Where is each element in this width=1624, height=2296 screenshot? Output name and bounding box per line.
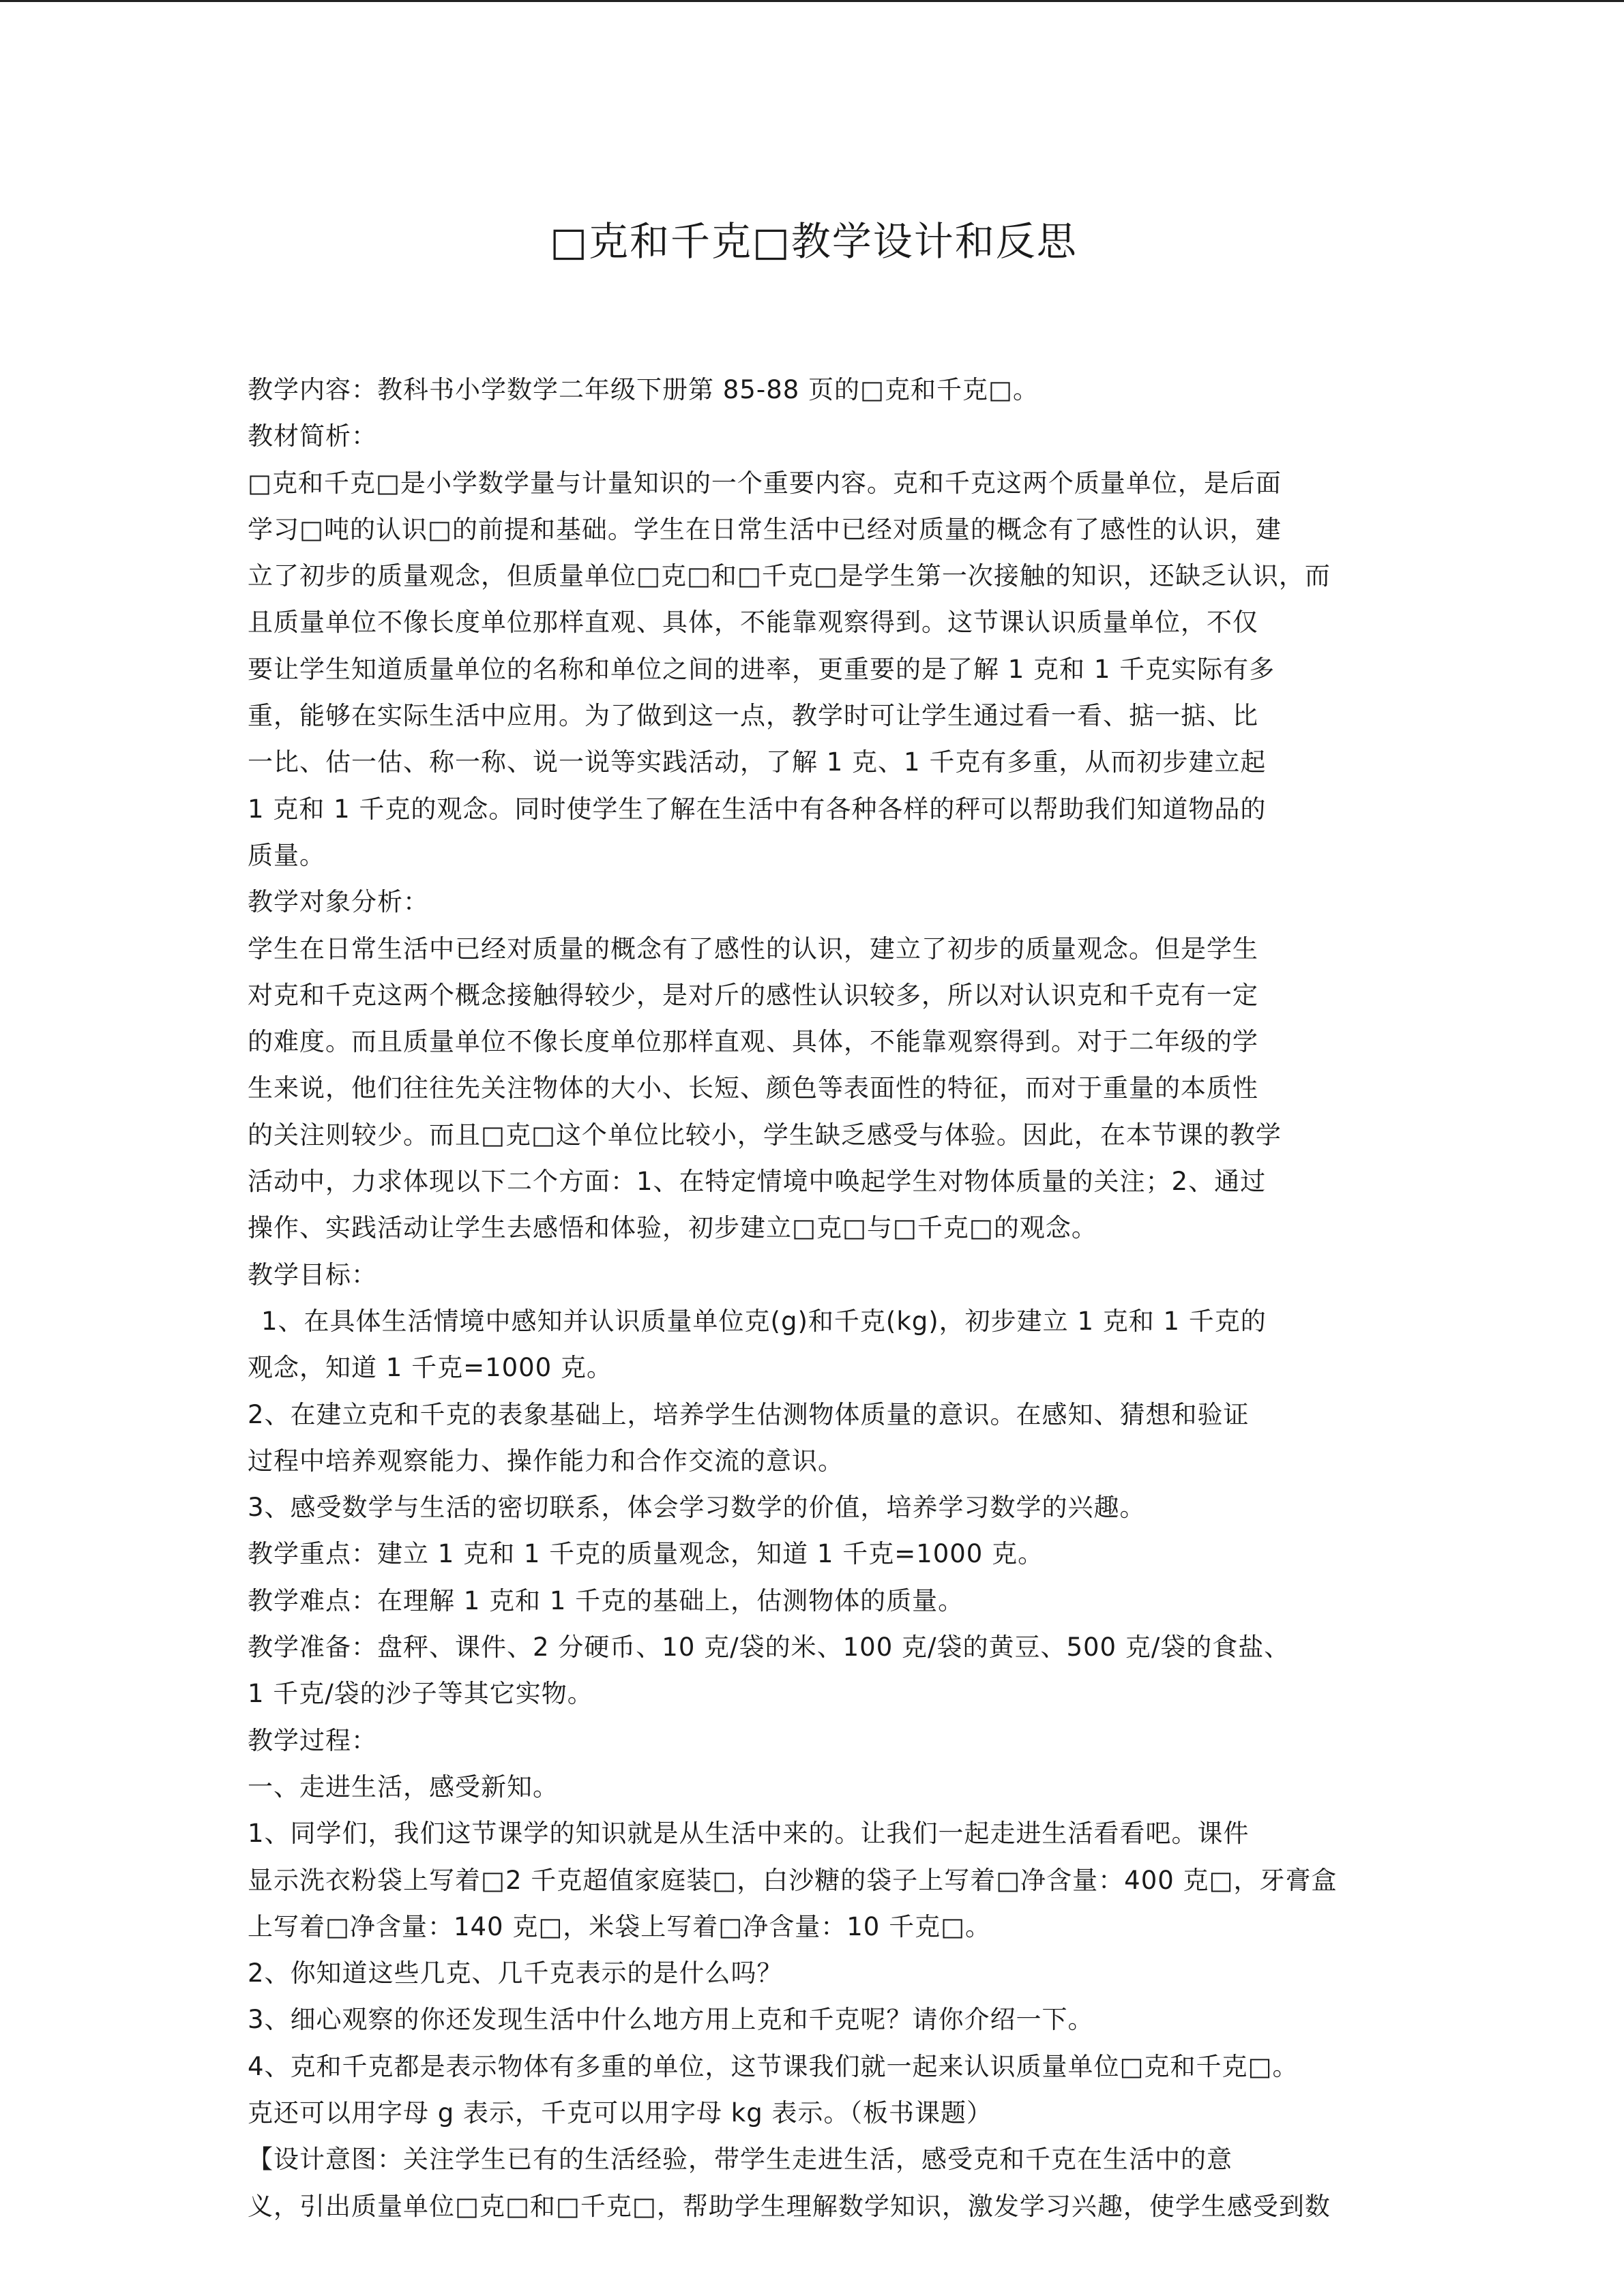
paragraph-line: 1、在具体生活情境中感知并认识质量单位克(g)和千克(kg)，初步建立 1 克和 1 千克的 — [261, 1306, 1267, 1336]
paragraph-line: 上写着□净含量：140 克□，米袋上写着□净含量：10 千克□。 — [248, 1911, 992, 1941]
paragraph-line: 1 克和 1 千克的观念。同时使学生了解在生活中有各种各样的秤可以帮助我们知道物品的 — [248, 794, 1267, 824]
paragraph-line: 学习□吨的认识□的前提和基础。学生在日常生活中已经对质量的概念有了感性的认识，建 — [248, 514, 1282, 544]
paragraph-line: 且质量单位不像长度单位那样直观、具体，不能靠观察得到。这节课认识质量单位，不仅 — [248, 608, 1258, 638]
paragraph-line: 2、在建立克和千克的表象基础上，培养学生估测物体质量的意识。在感知、猜想和验证 — [248, 1399, 1250, 1429]
paragraph-line: 立了初步的质量观念，但质量单位□克□和□千克□是学生第一次接触的知识，还缺乏认识，而 — [248, 561, 1331, 591]
paragraph-line: 的难度。而且质量单位不像长度单位那样直观、具体，不能靠观察得到。对于二年级的学 — [248, 1027, 1258, 1057]
paragraph-line: 要让学生知道质量单位的名称和单位之间的进率，更重要的是了解 1 克和 1 千克实际有多 — [248, 654, 1275, 684]
paragraph-line: 2、你知道这些几克、几千克表示的是什么吗？ — [248, 1958, 783, 1988]
paragraph-line: 4、克和千克都是表示物体有多重的单位，这节课我们就一起来认识质量单位□克和千克□。 — [248, 2051, 1299, 2081]
paragraph-line: 【设计意图：关注学生已有的生活经验，带学生走进生活，感受克和千克在生活中的意 — [248, 2145, 1232, 2175]
paragraph-line: 观念，知道 1 千克=1000 克。 — [248, 1353, 612, 1383]
section-heading: 教学目标： — [248, 1259, 377, 1289]
paragraph-line: 教学内容：教科书小学数学二年级下册第 85-88 页的□克和千克□。 — [248, 375, 1039, 404]
paragraph-line: 过程中培养观察能力、操作能力和合作交流的意识。 — [248, 1446, 844, 1476]
paragraph-line: 教学难点：在理解 1 克和 1 千克的基础上，估测物体的质量。 — [248, 1585, 964, 1615]
paragraph-line: 生来说，他们往往先关注物体的大小、长短、颜色等表面性的特征，而对于重量的本质性 — [248, 1073, 1258, 1103]
paragraph-line: 重，能够在实际生活中应用。为了做到这一点，教学时可让学生通过看一看、掂一掂、比 — [248, 701, 1258, 731]
document-body — [248, 367, 1380, 2230]
paragraph-line: 对克和千克这两个概念接触得较少，是对斤的感性认识较多，所以对认识克和千克有一定 — [248, 980, 1258, 1010]
paragraph-line: 3、细心观察的你还发现生活中什么地方用上克和千克呢？请你介绍一下。 — [248, 2005, 1094, 2035]
paragraph-line: 义，引出质量单位□克□和□千克□，帮助学生理解数学知识，激发学习兴趣，使学生感受到数 — [248, 2191, 1331, 2221]
paragraph-line: 教学准备：盘秤、课件、2 分硬币、10 克/袋的米、100 克/袋的黄豆、500 克/袋的食盐、 — [248, 1632, 1290, 1663]
paragraph-line: 克还可以用字母 g 表示，千克可以用字母 kg 表示。（板书课题） — [248, 2098, 992, 2128]
document-title: □克和千克□教学设计和反思 — [550, 218, 1078, 265]
paragraph-line: □克和千克□是小学数学量与计量知识的一个重要内容。克和千克这两个质量单位，是后面 — [248, 468, 1282, 498]
paragraph-line: 一、走进生活，感受新知。 — [248, 1772, 559, 1802]
paragraph-line: 的关注则较少。而且□克□这个单位比较小，学生缺乏感受与体验。因此，在本节课的教学 — [248, 1120, 1282, 1150]
paragraph-line: 显示洗衣粉袋上写着□2 千克超值家庭装□，白沙糖的袋子上写着□净含量：400 克□，牙膏盒 — [248, 1865, 1338, 1895]
paragraph-line: 活动中，力求体现以下二个方面：1、在特定情境中唤起学生对物体质量的关注；2、通过 — [248, 1167, 1267, 1197]
paragraph-line: 3、感受数学与生活的密切联系，体会学习数学的价值，培养学习数学的兴趣。 — [248, 1493, 1146, 1523]
paragraph-line: 学生在日常生活中已经对质量的概念有了感性的认识，建立了初步的质量观念。但是学生 — [248, 934, 1258, 964]
section-heading: 教学过程： — [248, 1725, 377, 1755]
paragraph-line: 教学重点：建立 1 克和 1 千克的质量观念，知道 1 千克=1000 克。 — [248, 1539, 1044, 1569]
top-border-rule — [0, 0, 1624, 2]
paragraph-line: 1、同学们，我们这节课学的知识就是从生活中来的。让我们一起走进生活看看吧。课件 — [248, 1819, 1250, 1849]
paragraph-line: 1 千克/袋的沙子等其它实物。 — [248, 1679, 593, 1709]
section-heading: 教材简析： — [248, 421, 377, 451]
paragraph-line: 一比、估一估、称一称、说一说等实践活动，了解 1 克、1 千克有多重，从而初步建立起 — [248, 747, 1267, 777]
paragraph-line: 操作、实践活动让学生去感悟和体验，初步建立□克□与□千克□的观念。 — [248, 1213, 1097, 1243]
paragraph-line: 质量。 — [248, 840, 325, 870]
section-heading: 教学对象分析： — [248, 887, 429, 917]
